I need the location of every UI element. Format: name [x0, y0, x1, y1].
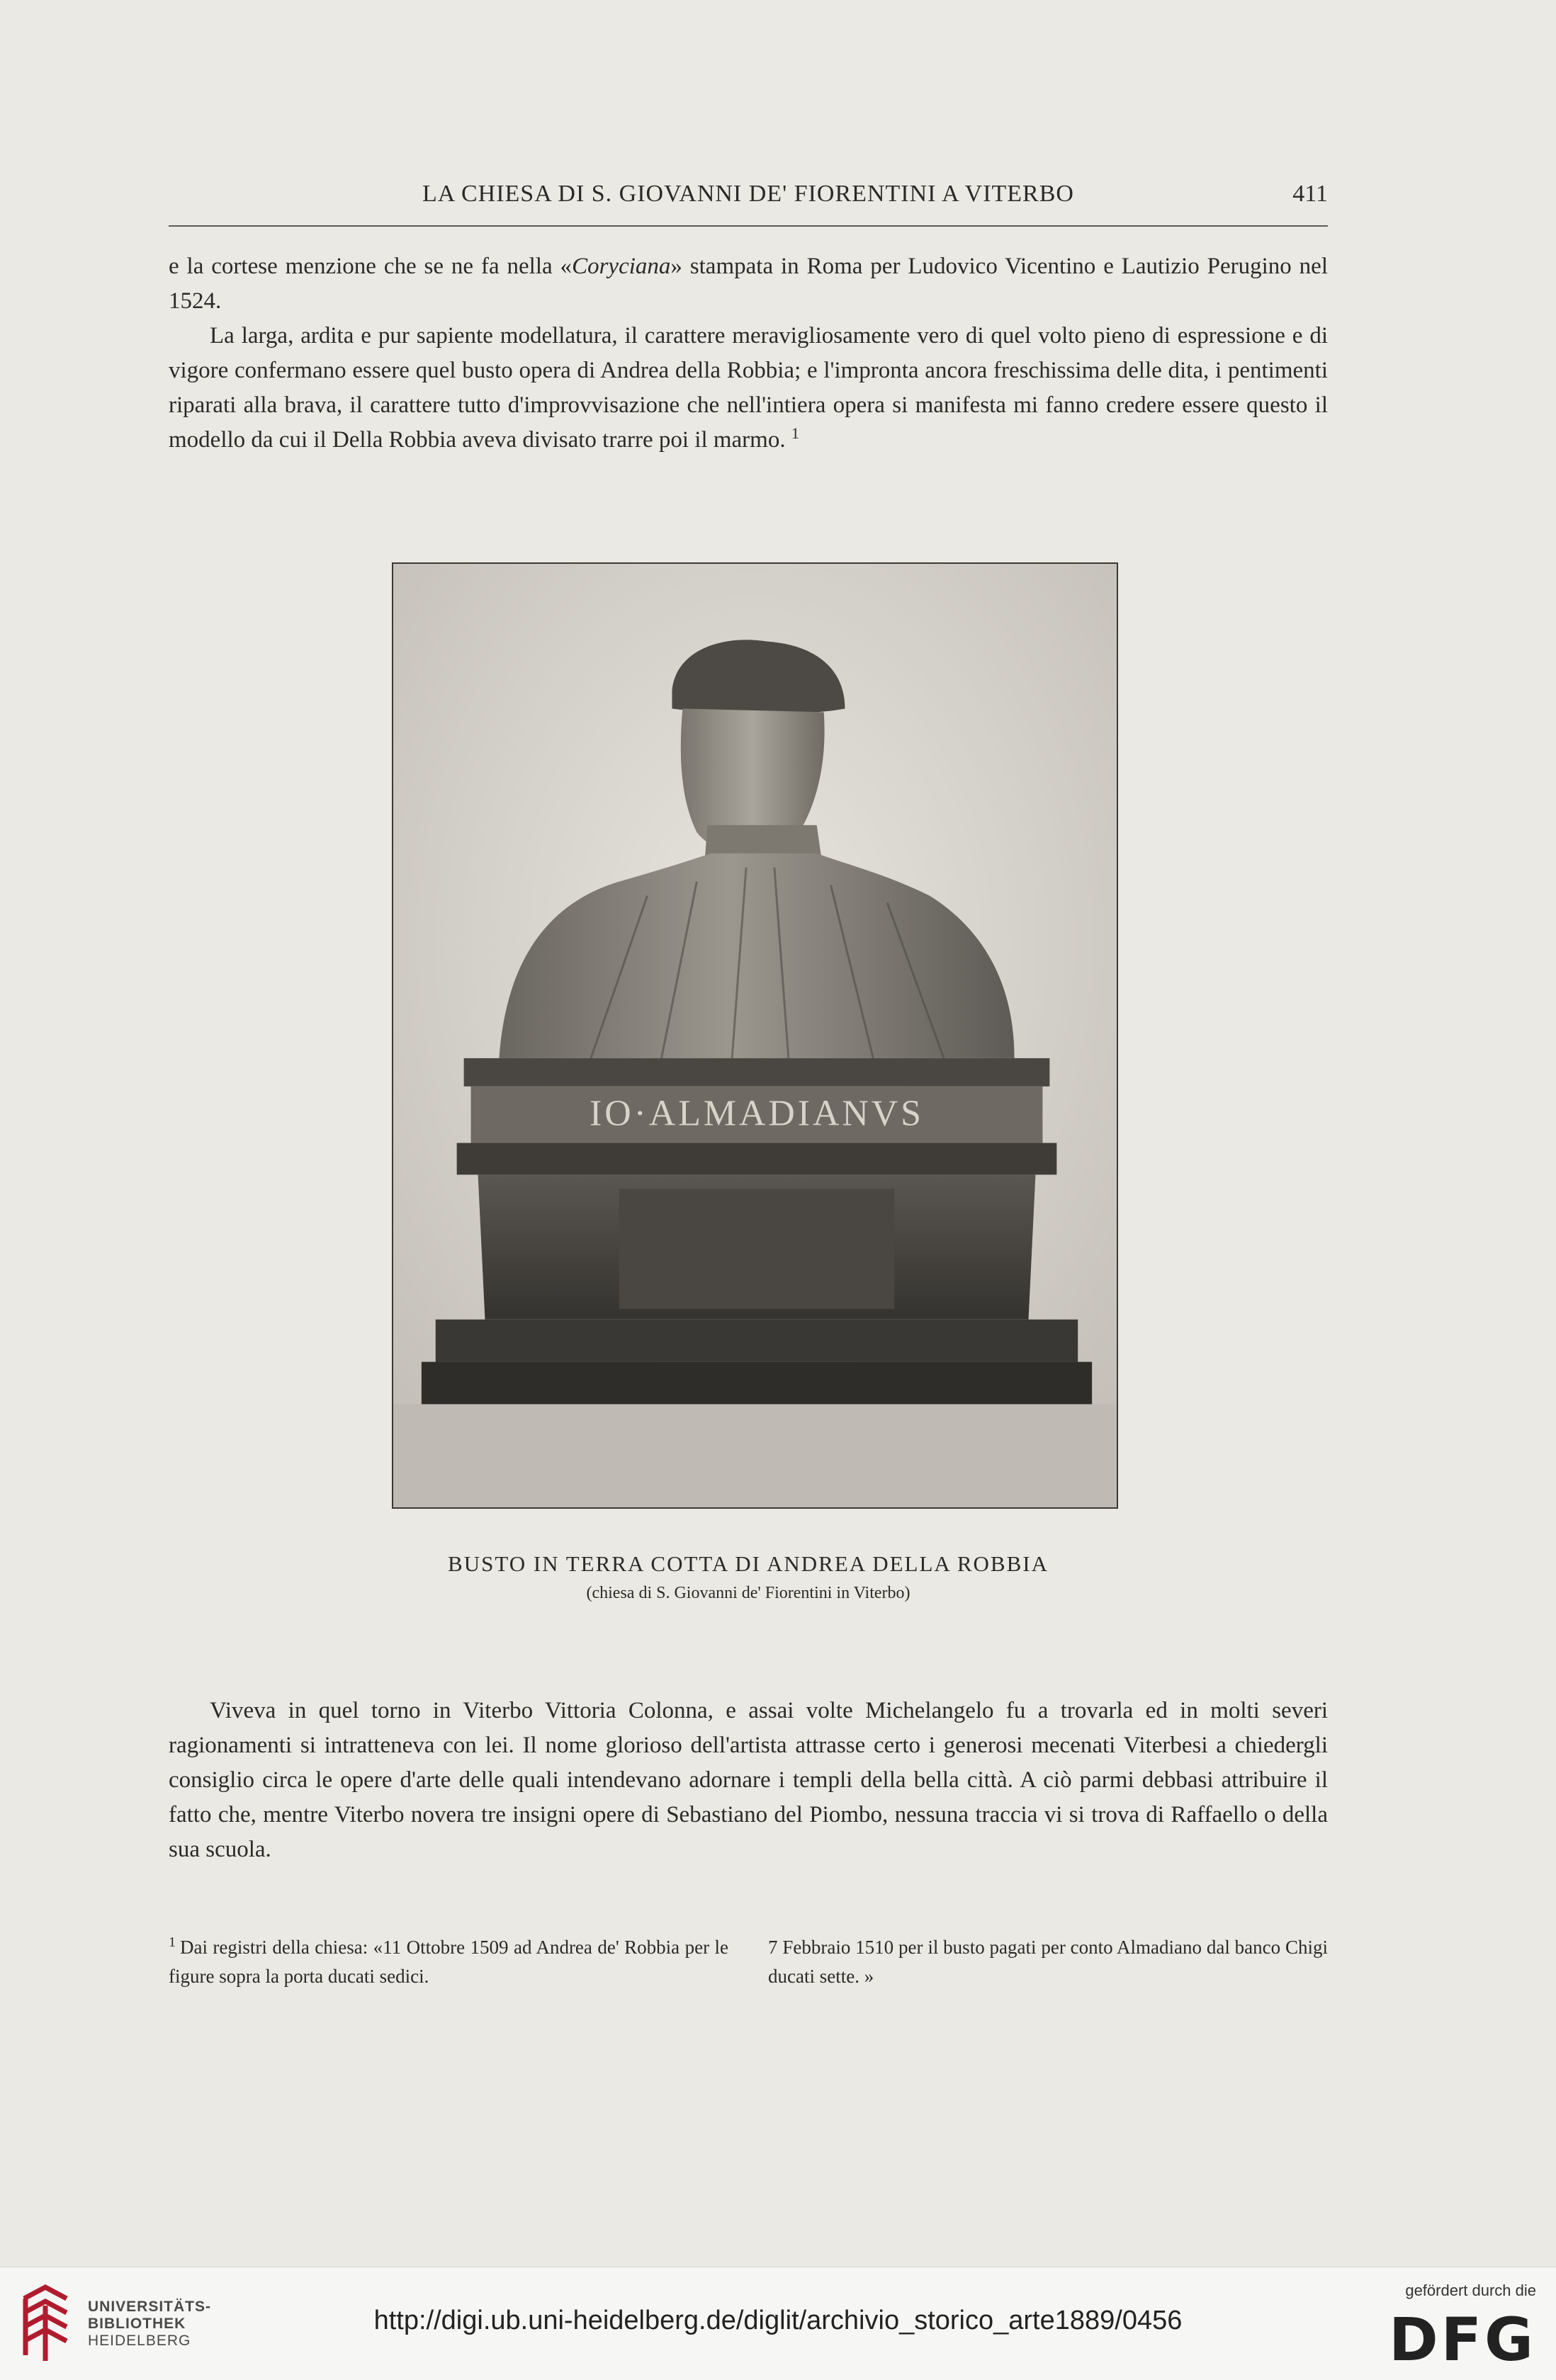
bust-photograph — [392, 562, 1118, 1509]
footnote-right-text: 7 Febbraio 1510 per il busto pagati per conto Almadiano dal banco Chigi ducati sette. » — [768, 1937, 1328, 1987]
footnote-reference[interactable]: 1 — [791, 424, 799, 442]
coryciana-title: Coryciana — [572, 254, 671, 279]
pedestal-panel — [619, 1189, 894, 1308]
dfg-logo[interactable]: DFG — [1388, 2305, 1536, 2374]
viewer-footer — [0, 2267, 1556, 2380]
library-name-line1: UNIVERSITÄTS- — [88, 2299, 212, 2315]
footnote-number: 1 — [169, 1934, 176, 1950]
pedestal-foot — [422, 1362, 1092, 1405]
inscription-text: IO·ALMADIANVS — [590, 1093, 924, 1134]
library-name-line2: BIBLIOTHEK — [88, 2316, 186, 2332]
paragraph-2-text: La larga, ardita e pur sapiente modellatura, il carattere meravigliosamente vero di quel volto pieno di espressione e di vigore confermano essere quel busto opera di Andrea della Robbia; e l'impronta ancora freschissima delle dita, i pentimenti riparati alla brava, il carattere tutto d'improvvisazione che nell'intiera opera si manifesta mi fanno credere essere questo il modello da cui il Della Robbia aveva divisato trarre poi il marmo. — [169, 323, 1328, 453]
footnote-left-column — [169, 1933, 728, 1991]
pedestal-plinth — [436, 1320, 1078, 1362]
paragraph-1-text-end: » stampata in Roma per Ludovico Vicentino e Lautizio Perugino nel 1524. — [169, 254, 1328, 314]
paragraph-3: Viveva in quel torno in Viterbo Vittoria Colonna, e assai volte Michelangelo fu a trovarla ed in molti severi ragionamenti si intratteneva con lei. Il nome glorioso dell'artista attrasse certo i generosi mecenati Viterbesi a chiedergli consiglio circa le opere d'arte delle quali intendevano adornare i templi della bella città. A ciò parmi debbasi attribuire il fatto che, mentre Viterbo novera tre insigni opere di Sebastiano del Piombo, nessuna traccia vi si trova di Raffaello o della sua scuola. — [169, 1698, 1328, 1862]
header-rule — [169, 225, 1328, 227]
page-number: 411 — [1292, 181, 1328, 207]
library-name-line3: HEIDELBERG — [88, 2333, 191, 2349]
body-text-bottom — [169, 1694, 1328, 1867]
base-moulding-top — [464, 1058, 1050, 1087]
page-header — [169, 181, 1328, 216]
figure-caption-subtitle: (chiesa di S. Giovanni de' Fiorentini in Viterbo) — [586, 1584, 911, 1602]
document-url[interactable]: http://digi.ub.uni-heidelberg.de/diglit/archivio_storico_arte1889/0456 — [373, 2306, 1183, 2335]
body-text-top — [169, 249, 1328, 458]
figure-caption-title: BUSTO IN TERRA COTTA DI ANDREA DELLA ROBBIA — [448, 1551, 1049, 1576]
paragraph-1-text: e la cortese menzione che se ne fa nella « — [169, 254, 573, 279]
paragraph-2 — [169, 319, 1328, 458]
funded-by-label: gefördert durch die — [1405, 2282, 1536, 2299]
footnote-left-text: Dai registri della chiesa: «11 Ottobre 1509 ad Andrea de' Robbia per le figure sopra la porta ducati sedici. — [169, 1937, 728, 1987]
bust-image — [393, 564, 1117, 1507]
footnote-right-column — [768, 1933, 1328, 1991]
base-moulding-mid — [457, 1143, 1057, 1175]
running-title: LA CHIESA DI S. GIOVANNI DE' FIORENTINI A VITERBO — [422, 181, 1074, 207]
paragraph-1 — [169, 249, 1328, 319]
